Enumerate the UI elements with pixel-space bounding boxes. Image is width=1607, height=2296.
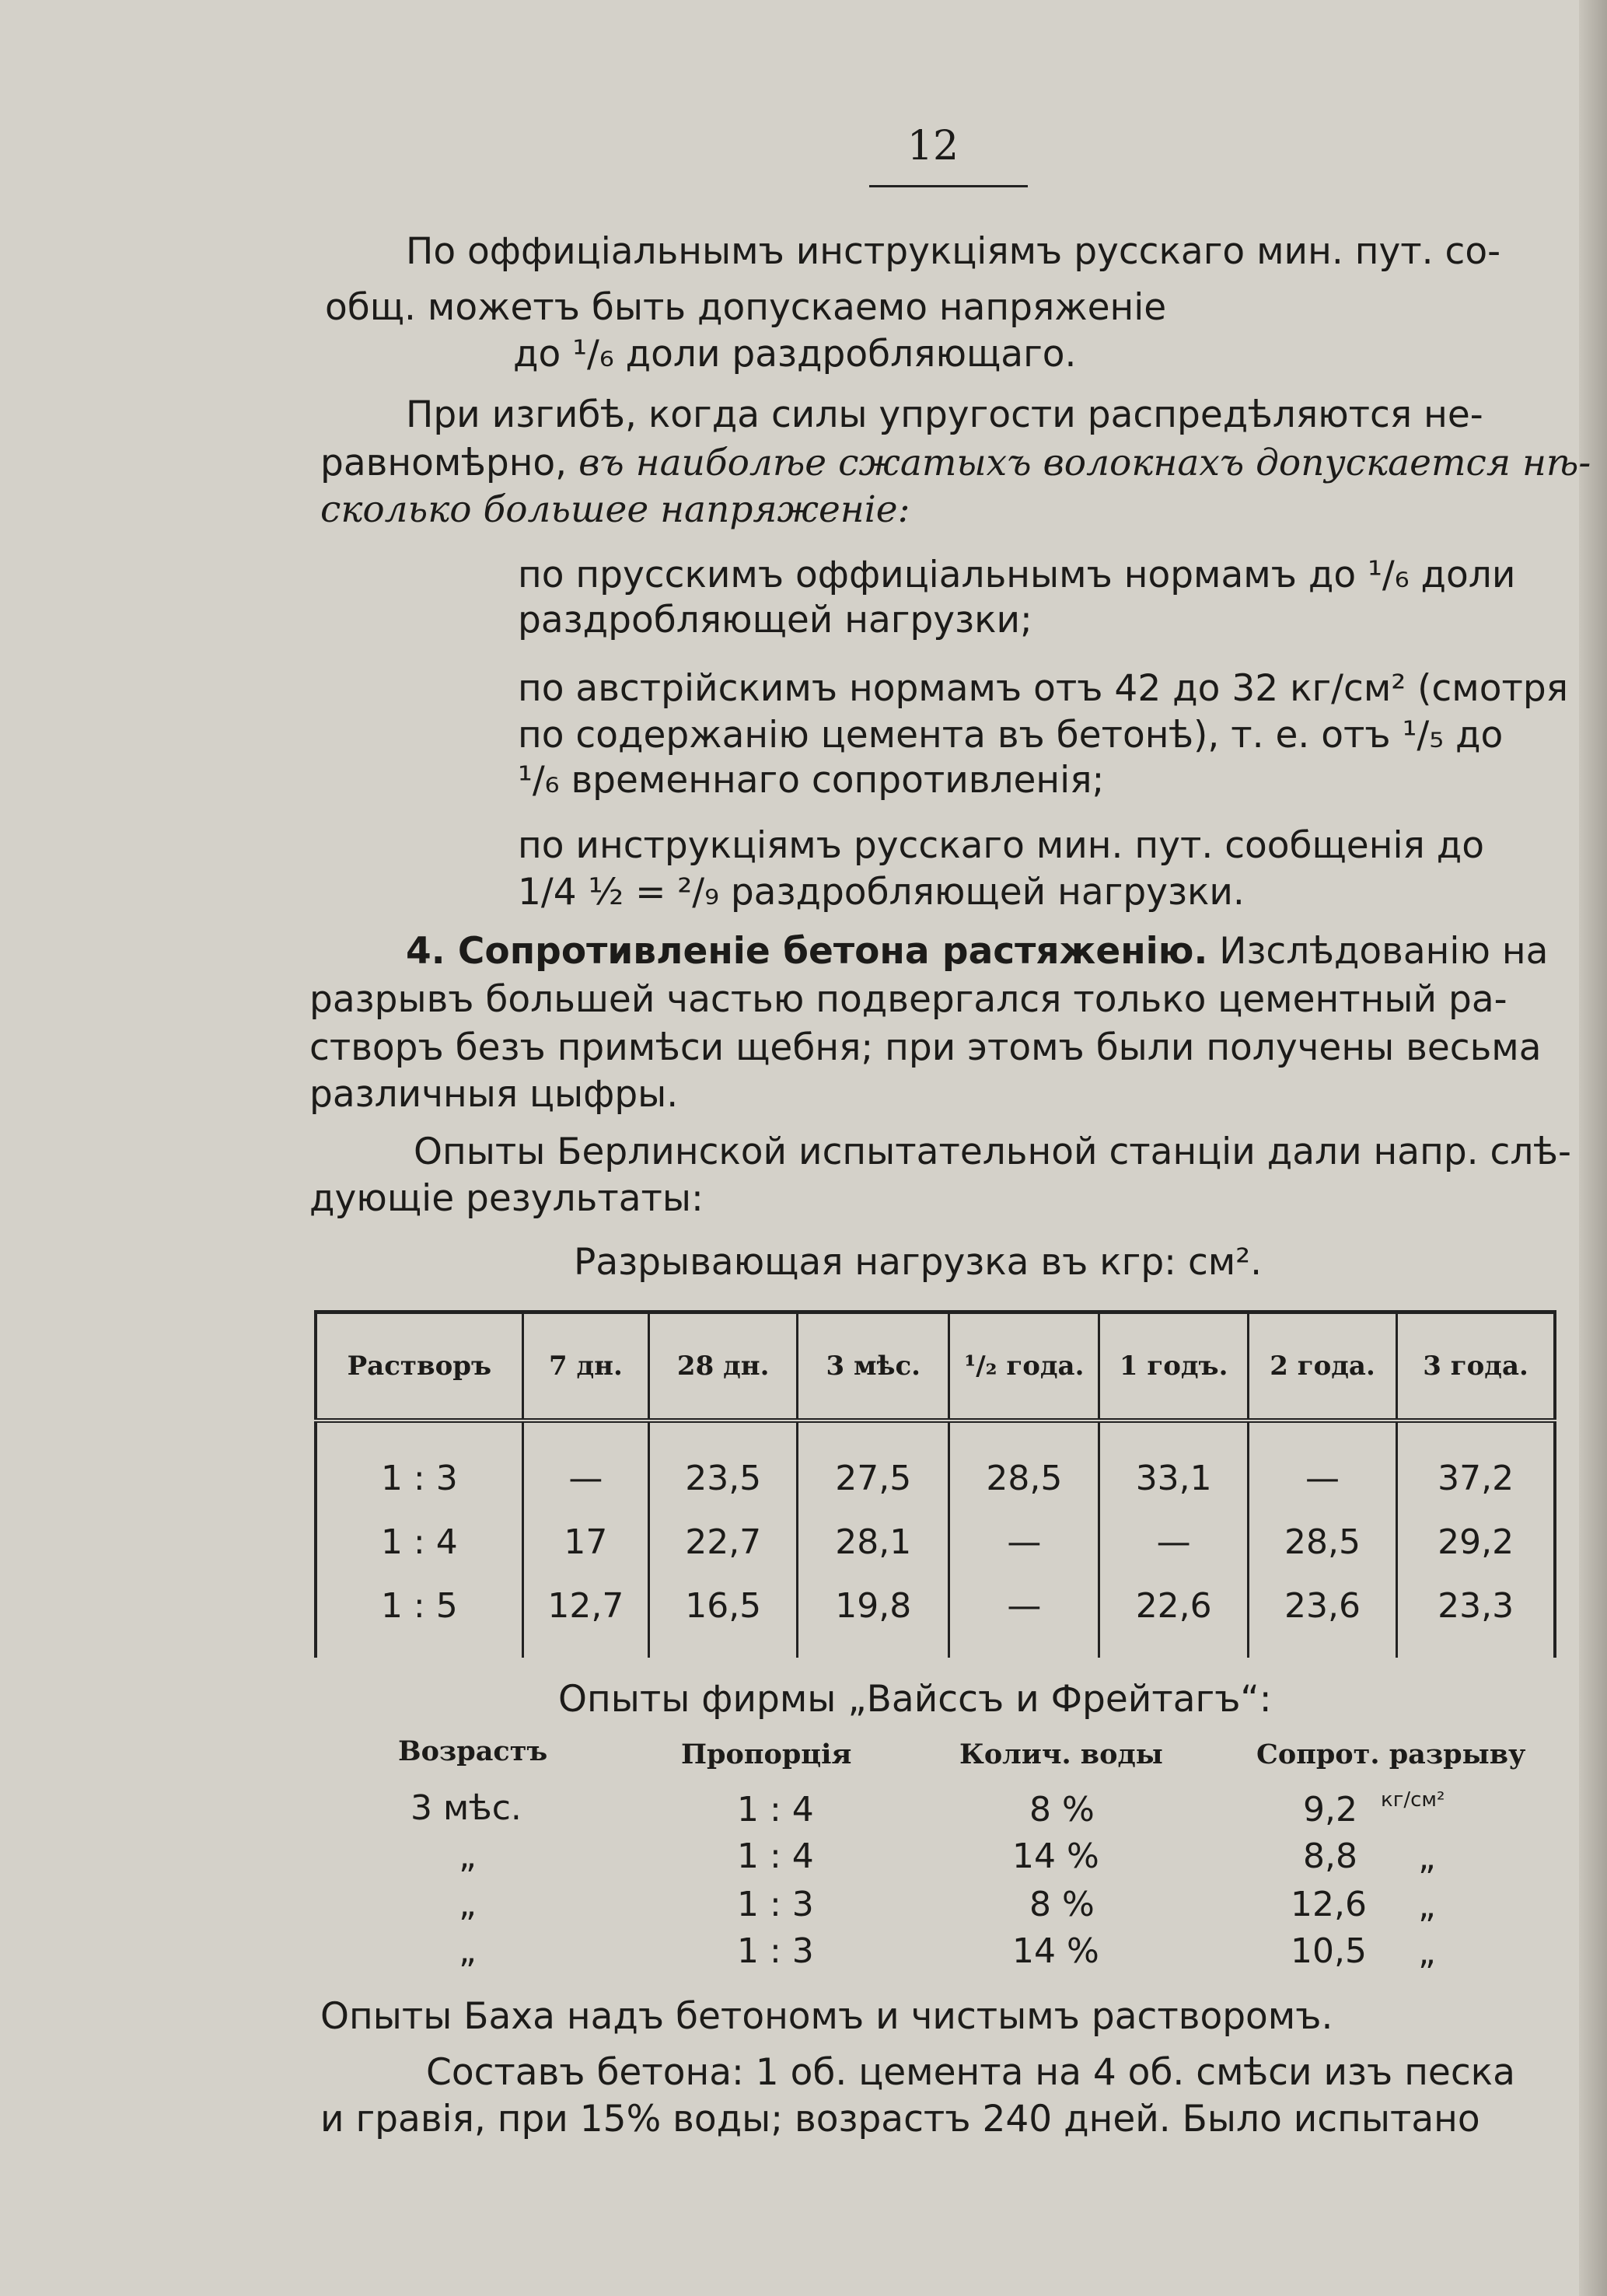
paragraph-1-line-3: до ¹/₆ доли раздробляющаго. [513,333,1077,376]
paragraph-1-line-2: общ. можетъ быть допускаемо напряженіе [325,286,1167,329]
table-cell: 12,7 [522,1574,648,1658]
page-number: 12 [907,123,959,169]
table-cell: 16,5 [649,1574,798,1658]
table-cell: — [949,1574,1099,1658]
norm-austrian-line-2: по содержанію цемента въ бетонѣ), т. е. отъ ¹/₅ до [518,714,1504,757]
weiss-cell: 14 % [1012,1836,1099,1876]
table-header-cell: 7 дн. [522,1312,648,1421]
bach-line-2: и гравія, при 15% воды; возрастъ 240 дней. Было испытано [320,2098,1480,2140]
weiss-cell: „ [459,1885,477,1924]
weiss-header-proportion: Пропорція [681,1739,852,1770]
norm-prussian-line-2: раздробляющей нагрузки; [518,599,1032,641]
weiss-cell: 10,5 [1291,1931,1367,1971]
weiss-cell: 12,6 [1291,1885,1367,1924]
section-4-line-4: различныя цыфры. [309,1073,679,1116]
table-header-row [316,1312,1555,1421]
weiss-cell: „ [1418,1838,1436,1878]
weiss-cell: 1 : 4 [737,1836,814,1876]
bach-line-1: Составъ бетона: 1 об. цемента на 4 об. смѣси изъ песка [426,2051,1515,2094]
table-cell: 29,2 [1397,1510,1555,1574]
paragraph-2-line-1: При изгибѣ, когда силы упругости распредѣляются не- [406,393,1483,436]
weiss-cell: 8 % [1029,1885,1095,1924]
section-4-line-3: створъ безъ примѣси щебня; при этомъ были получены весьма [309,1026,1542,1069]
paragraph-2-line-2 [320,442,1591,485]
page-number-rule [869,185,1028,187]
table-cell: 23,3 [1397,1574,1555,1658]
table-header-cell: 28 дн. [649,1312,798,1421]
weiss-header-strength: Сопрот. разрыву [1256,1739,1526,1770]
berlin-line-2: дующіе результаты: [309,1177,704,1220]
weiss-cell: 3 мѣс. [410,1788,522,1828]
section-4-line-2: разрывъ большей частью подвергался только цементный ра- [309,978,1507,1021]
table-cell: 27,5 [798,1421,949,1510]
table-cell: 17 [522,1510,648,1574]
paragraph-2-line-3: сколько большее напряженіе: [320,488,910,531]
table-header-cell: Растворъ [316,1312,522,1421]
table-row [316,1510,1555,1574]
weiss-cell: 1 : 4 [737,1790,814,1829]
table-header-cell: ¹/₂ года. [949,1312,1099,1421]
weiss-title: Опыты фирмы „Вайссъ и Фрейтагъ“: [558,1678,1272,1721]
table-cell: 28,1 [798,1510,949,1574]
norm-prussian-line-1: по прусскимъ оффиціальнымъ нормамъ до ¹/₆ доли [518,554,1516,596]
weiss-header-water: Колич. воды [959,1739,1163,1770]
norm-austrian-line-3: ¹/₆ временнаго сопротивленія; [518,759,1105,802]
berlin-line-1: Опыты Берлинской испытательной станціи дали напр. слѣ- [414,1131,1571,1173]
norm-russian-line-2: 1/4 ½ = ²/₉ раздробляющей нагрузки. [518,871,1245,914]
table-cell: 22,7 [649,1510,798,1574]
weiss-unit: кг/см² [1381,1788,1445,1812]
table-cell: 1 : 3 [316,1421,522,1510]
paragraph-1-line-1: По оффиціальнымъ инструкціямъ русскаго мин. пут. со- [406,230,1501,273]
weiss-cell: „ [1418,1933,1436,1973]
section-4-heading: 4. Сопротивленіе бетона растяженію. [406,930,1208,973]
table-header-cell: 1 годъ. [1099,1312,1248,1421]
table-cell: 28,5 [949,1421,1099,1510]
table-header-cell: 3 года. [1397,1312,1555,1421]
table-cell: 23,5 [649,1421,798,1510]
table-row [316,1574,1555,1658]
berlin-table-caption: Разрывающая нагрузка въ кгр: см². [574,1241,1263,1284]
weiss-cell: „ [1418,1886,1436,1926]
norm-austrian-line-1: по австрійскимъ нормамъ отъ 42 до 32 кг/см² (смотря [518,667,1568,710]
norm-russian-line-1: по инструкціямъ русскаго мин. пут. сообщенія до [518,824,1484,867]
table-cell: — [1099,1510,1248,1574]
table-row [316,1421,1555,1510]
table-cell: 19,8 [798,1574,949,1658]
table-cell: — [949,1510,1099,1574]
table-header-cell: 3 мѣс. [798,1312,949,1421]
section-4-line-1-rest: Изслѣдованію на [1207,930,1549,973]
table-cell: — [1248,1421,1396,1510]
weiss-cell: „ [459,1931,477,1971]
table-cell: 22,6 [1099,1574,1248,1658]
paragraph-2-line-2-plain: равномѣрно, [320,442,579,484]
table-header-cell: 2 года. [1248,1312,1396,1421]
weiss-cell: 9,2 [1303,1790,1357,1829]
table-cell: 1 : 4 [316,1510,522,1574]
weiss-cell: 14 % [1012,1931,1099,1971]
weiss-cell: 8,8 [1303,1836,1357,1876]
weiss-cell: 8 % [1029,1790,1095,1829]
table-cell: — [522,1421,648,1510]
table-cell: 28,5 [1248,1510,1396,1574]
table-cell: 37,2 [1397,1421,1555,1510]
section-4-line-1 [406,930,1548,973]
book-spine [1579,0,1607,2296]
tensile-load-table [314,1310,1556,1658]
table-cell: 23,6 [1248,1574,1396,1658]
table-cell: 33,1 [1099,1421,1248,1510]
paragraph-2-line-2-italic: въ наиболѣе сжатыхъ волокнахъ допускается нѣ- [578,442,1591,484]
weiss-cell: 1 : 3 [737,1885,814,1924]
weiss-cell: 1 : 3 [737,1931,814,1971]
bach-title: Опыты Баха надъ бетономъ и чистымъ растворомъ. [320,1995,1333,2038]
weiss-header-age: Возрастъ [398,1735,548,1767]
weiss-cell: „ [459,1836,477,1876]
table-cell: 1 : 5 [316,1574,522,1658]
